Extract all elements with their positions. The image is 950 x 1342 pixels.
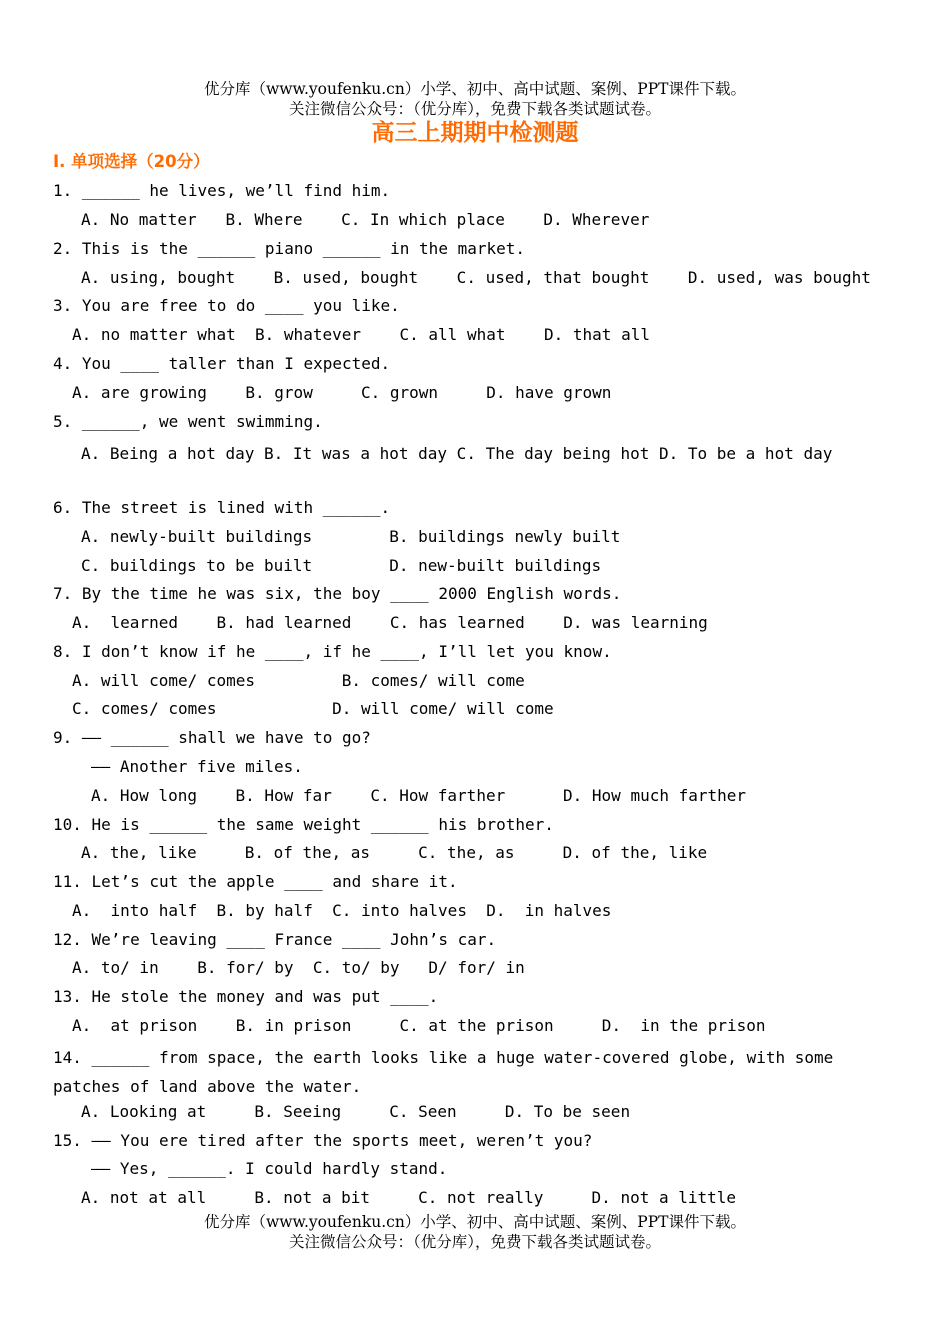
question-11-stem: 11. Let’s cut the apple ____ and share it.	[53, 872, 458, 891]
question-8-options-row-1: A. will come/ comes B. comes/ will come	[72, 671, 525, 690]
question-5-options: A. Being a hot day B. It was a hot day C. The day being hot D. To be a hot day	[81, 444, 833, 463]
question-4-options: A. are growing B. grow C. grown D. have grown	[72, 383, 612, 402]
question-3-stem: 3. You are free to do ____ you like.	[53, 296, 400, 315]
question-13-options: A. at prison B. in prison C. at the prison D. in the prison	[72, 1016, 766, 1035]
question-6-options-row-2: C. buildings to be built D. new-built buildings	[81, 556, 602, 575]
header-line-1: 优分库（www.youfenku.cn）小学、初中、高中试题、案例、PPT课件下载。	[203, 80, 747, 98]
question-12-options: A. to/ in B. for/ by C. to/ by D/ for/ in	[72, 958, 525, 977]
question-14-stem: 14. ______ from space, the earth looks like a huge water-covered globe, with some patches of land above the water.	[53, 1048, 834, 1096]
question-9-options: A. How long B. How far C. How farther D. How much farther	[91, 786, 747, 805]
question-6-options-row-1: A. newly-built buildings B. buildings newly built	[81, 527, 621, 546]
question-5-stem: 5. ______, we went swimming.	[53, 412, 323, 431]
question-6-stem: 6. The street is lined with ______.	[53, 498, 391, 517]
question-7-options: A. learned B. had learned C. has learned D. was learning	[72, 613, 708, 632]
question-3-options: A. no matter what B. whatever C. all what D. that all	[72, 325, 650, 344]
question-2-stem: 2. This is the ______ piano ______ in the market.	[53, 239, 526, 258]
header-line-2: 关注微信公众号：（优分库），免费下载各类试题试卷。	[288, 100, 661, 118]
footer-line-2: 关注微信公众号：（优分库），免费下载各类试题试卷。	[288, 1233, 661, 1251]
question-12-stem: 12. We’re leaving ____ France ____ John’s car.	[53, 930, 497, 949]
question-15-reply: —— Yes, ______. I could hardly stand.	[91, 1159, 448, 1178]
question-1-options: A. No matter B. Where C. In which place D. Wherever	[81, 210, 650, 229]
question-2-options: A. using, bought B. used, bought C. used, that bought D. used, was bought	[81, 268, 871, 287]
question-1-stem: 1. ______ he lives, we’ll find him.	[53, 181, 391, 200]
question-15-options: A. not at all B. not a bit C. not really D. not a little	[81, 1188, 737, 1207]
question-7-stem: 7. By the time he was six, the boy ____ 2000 English words.	[53, 584, 622, 603]
section-heading: I. 单项选择（20分）	[53, 152, 210, 171]
question-10-stem: 10. He is ______ the same weight ______ his brother.	[53, 815, 554, 834]
question-4-stem: 4. You ____ taller than I expected.	[53, 354, 391, 373]
question-9-reply: —— Another five miles.	[91, 757, 303, 776]
question-9-stem: 9. —— ______ shall we have to go?	[53, 728, 371, 747]
question-14-options: A. Looking at B. Seeing C. Seen D. To be seen	[81, 1102, 631, 1121]
question-10-options: A. the, like B. of the, as C. the, as D. of the, like	[81, 843, 708, 862]
footer-line-1: 优分库（www.youfenku.cn）小学、初中、高中试题、案例、PPT课件下载。	[203, 1213, 747, 1231]
question-11-options: A. into half B. by half C. into halves D. in halves	[72, 901, 612, 920]
question-15-stem: 15. —— You ere tired after the sports meet, weren’t you?	[53, 1131, 593, 1150]
question-13-stem: 13. He stole the money and was put ____.	[53, 987, 439, 1006]
page-title: 高三上期期中检测题	[371, 120, 579, 146]
question-8-stem: 8. I don’t know if he ____, if he ____, I’ll let you know.	[53, 642, 612, 661]
question-8-options-row-2: C. comes/ comes D. will come/ will come	[72, 699, 554, 718]
